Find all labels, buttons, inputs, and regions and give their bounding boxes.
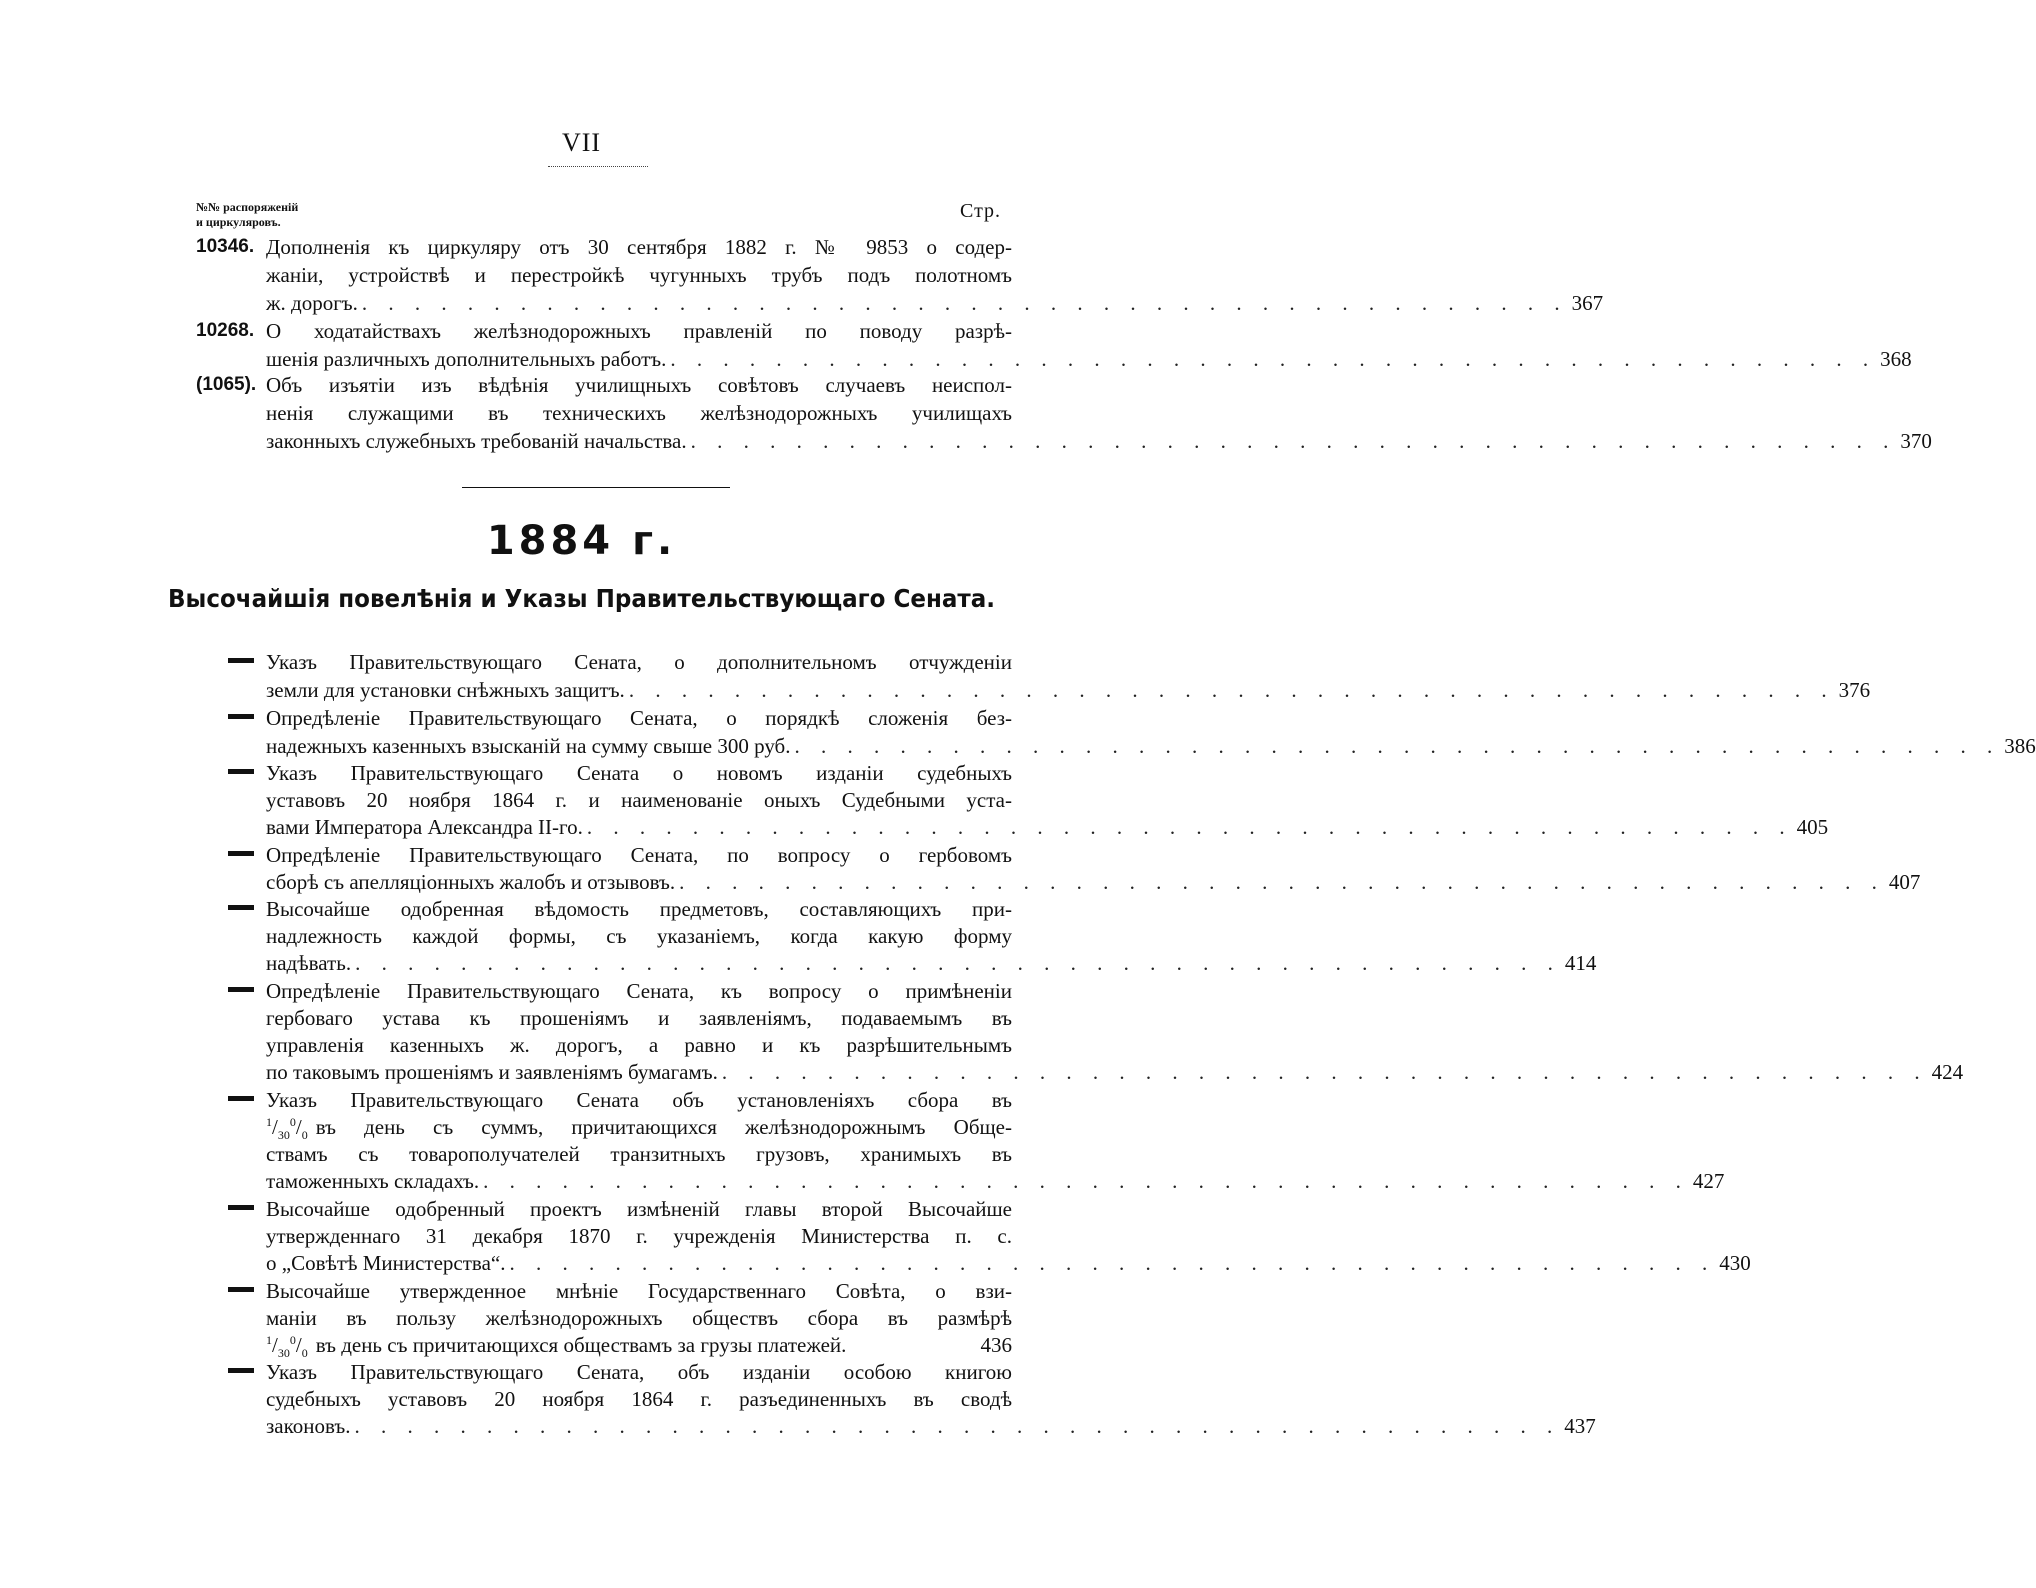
entry-line: Опредѣленіе Правительствующаго Сената, по вопросу о гербовомъ (266, 843, 1012, 867)
percent-slash: / (295, 1333, 302, 1357)
percent-degree: 0 (289, 1333, 296, 1347)
page-ref: 370 (1900, 429, 1932, 453)
entry-line: законныхъ служебныхъ требованій начальства. (266, 429, 687, 453)
entry-line: въ день съ причитающихся обществамъ за грузы платежей. (315, 1333, 847, 1357)
page-ref: 405 (1796, 815, 1829, 839)
dot-leader: . . . . . . . . . . . . . . . . . . . . . . . . . . . . . . . . . . . . . . . . . . . . . . (721, 1060, 1928, 1084)
dot-leader: . . . . . . . . . . . . . . . . . . . . . . . . . . . . . . . . . . . . . . . . . . . . . . (483, 1169, 1689, 1193)
dot-leader: . . . . . . . . . . . . . . . . . . . . . . . . . . . . . . . . . . . . . . . . . . . . . . (628, 678, 1835, 702)
dot-leader: . . . . . . . . . . . . . . . . . . . . . . . . . . . . . . . . . . . . . . . . . . . . . . (670, 347, 1877, 371)
entry-leader-line (266, 1058, 1964, 1086)
entry-line: въ день съ суммъ, причитающихся желѣзнодорожнымъ Обще- (315, 1115, 1012, 1139)
page-ref: 430 (1719, 1251, 1751, 1275)
section-heading: Высочайшія повелѣнія и Указы Правительствующаго Сената. (168, 584, 995, 613)
entry-line: Опредѣленіе Правительствующаго Сената, къ вопросу о примѣненіи (266, 979, 1012, 1003)
entry-leader-line (266, 732, 2036, 760)
entry-line: Объ изъятіи изъ вѣдѣнія училищныхъ совѣтовъ случаевъ неиспол- (266, 373, 1012, 397)
entry-line: гербоваго устава къ прошеніямъ и заявленіямъ, подаваемымъ въ (266, 1006, 1012, 1030)
entry-leader-line (266, 868, 1921, 896)
em-dash-marker (228, 905, 254, 910)
section-divider (462, 487, 730, 488)
entry-line: Высочайше утвержденное мнѣніе Государственнаго Совѣта, о взи- (266, 1279, 1012, 1303)
entry-line: Указъ Правительствующаго Сената о новомъ изданіи судебныхъ (266, 761, 1012, 785)
entry-line: судебныхъ уставовъ 20 ноября 1864 г. разъединенныхъ въ сводѣ (266, 1387, 1012, 1411)
entry-line: утвержденнаго 31 декабря 1870 г. учрежденія Министерства п. с. (266, 1224, 1012, 1248)
entry-line: ж. дорогъ. (266, 291, 358, 315)
em-dash-marker (228, 658, 254, 663)
dot-leader: . . . . . . . . . . . . . . . . . . . . . . . . . . . . . . . . . . . . . . . . . . . . . . (355, 951, 1561, 975)
percent-degree: 0 (289, 1115, 296, 1129)
page-ref: 414 (1564, 951, 1597, 975)
fraction-numerator: 1 (266, 1115, 272, 1129)
em-dash-marker (228, 1205, 254, 1210)
entry-line: надлежность каждой формы, съ указаніемъ, когда какую форму (266, 924, 1012, 948)
entry-line: управленія казенныхъ ж. дорогъ, а равно и къ разрѣшительнымъ (266, 1033, 1012, 1057)
percent-slash: / (295, 1115, 302, 1139)
dot-leader: . . . . . . . . . . . . . . . . . . . . . . . . . . . . . . . . . . . . . . . . . . . . . . (679, 870, 1885, 894)
entry-line: ствамъ съ товарополучателей транзитныхъ грузовъ, хранимыхъ въ (266, 1142, 1012, 1166)
em-dash-marker (228, 987, 254, 992)
fraction-one-thirtieth-percent (266, 1331, 308, 1359)
entry-line: законовъ. (266, 1414, 351, 1438)
entry-line: Высочайше одобренный проектъ измѣненій главы второй Высочайше (266, 1197, 1012, 1221)
entry-leader-line (266, 1249, 1751, 1277)
column-header-right: Стр. (960, 200, 1002, 222)
page-ref: 427 (1692, 1169, 1725, 1193)
entry-line: ненія служащими въ техническихъ желѣзнодорожныхъ училищахъ (266, 401, 1012, 425)
fraction-denominator: 30 (277, 1128, 290, 1143)
page-number: VII (561, 128, 602, 157)
entry-line: шенія различныхъ дополнительныхъ работъ. (266, 347, 667, 371)
em-dash-marker (228, 1368, 254, 1373)
entry-line: Высочайше одобренная вѣдомость предметовъ, составляющихъ при- (266, 897, 1012, 921)
entry-leader-line (266, 949, 1597, 977)
entry-line: сборѣ съ апелляціонныхъ жалобъ и отзывовъ. (266, 870, 676, 894)
entry-line-with-fraction (266, 1113, 1012, 1141)
em-dash-marker (228, 851, 254, 856)
entry-line: Дополненія къ циркуляру отъ 30 сентября 1882 г. № 9853 о содер- (266, 235, 1012, 259)
dot-leader: . . . . . . . . . . . . . . . . . . . . . . . . . . . . . . . . . . . . . . . . . . . . . . (509, 1251, 1716, 1275)
entry-line: по таковымъ прошеніямъ и заявленіямъ бумагамъ. (266, 1060, 718, 1084)
entry-line: О ходатайствахъ желѣзнодорожныхъ правленій по поводу разрѣ- (266, 319, 1012, 343)
entry-line: жаніи, устройствѣ и перестройкѣ чугунныхъ трубъ подъ полотномъ (266, 263, 1012, 287)
dot-leader: . . . . . . . . . . . . . . . . . . . . . . . . . . . . . . . . . . . . . . . . . . . . . . (354, 1414, 1561, 1438)
em-dash-marker (228, 714, 254, 719)
page-number-rule (548, 166, 648, 167)
page-ref: 367 (1571, 291, 1604, 315)
entry-line: вами Императора Александра II-го. (266, 815, 583, 839)
dot-leader: . . . . . . . . . . . . . . . . . . . . . . . . . . . . . . . . . . . . . . . . . . . . . . (361, 291, 1568, 315)
percent-bottom: 0 (301, 1346, 308, 1361)
entry-number: 10346. (196, 236, 255, 257)
entry-line: таможенныхъ складахъ. (266, 1169, 480, 1193)
entry-leader-line (266, 813, 1829, 841)
dot-leader: . . . . . . . . . . . . . . . . . . . . . . . . . . . . . . . . . . . . . . . . . . . . . . (586, 815, 1793, 839)
entry-line: Опредѣленіе Правительствующаго Сената, о порядкѣ сложенія без- (266, 706, 1012, 730)
entry-leader-line-with-fraction (266, 1331, 1012, 1359)
page-ref: 436 (980, 1333, 1012, 1357)
entry-leader-line (266, 1167, 1725, 1195)
em-dash-marker (228, 1096, 254, 1101)
entry-leader-line (266, 289, 1604, 317)
entry-line: надежныхъ казенныхъ взысканій на сумму свыше 300 руб. (266, 734, 791, 758)
entry-line: маніи въ пользу желѣзнодорожныхъ обществъ сбора въ размѣрѣ (266, 1306, 1012, 1330)
percent-bottom: 0 (301, 1128, 308, 1143)
entry-line: о „Совѣтѣ Министерства“. (266, 1251, 506, 1275)
year-heading: 1884 г. (486, 518, 677, 564)
em-dash-marker (228, 1287, 254, 1292)
page-ref: 437 (1564, 1414, 1596, 1438)
entry-line: Указъ Правительствующаго Сената, объ изданіи особою книгою (266, 1360, 1012, 1384)
page-ref: 368 (1880, 347, 1912, 371)
column-header-left: №№ распоряженій и циркуляровъ. (196, 200, 299, 229)
dot-leader: . . . . . . . . . . . . . . . . . . . . . . . . . . . . . . . . . . . . . . . . . . . . . . (794, 734, 2001, 758)
entry-line: Указъ Правительствующаго Сената объ установленіяхъ сбора въ (266, 1088, 1012, 1112)
page-ref: 407 (1888, 870, 1921, 894)
entry-leader-line (266, 676, 1871, 704)
fraction-numerator: 1 (266, 1333, 272, 1347)
entry-line: уставовъ 20 ноября 1864 г. и наименованіе оныхъ Судебными уста- (266, 788, 1012, 812)
entry-leader-line (266, 427, 1932, 455)
entry-number: (1065). (196, 374, 257, 395)
em-dash-marker (228, 769, 254, 774)
page-ref: 376 (1838, 678, 1871, 702)
entry-leader-line (266, 1412, 1596, 1440)
fraction-one-thirtieth-percent (266, 1113, 308, 1141)
entry-line: земли для установки снѣжныхъ защитъ. (266, 678, 625, 702)
fraction-slash: / (272, 1333, 278, 1357)
entry-number: 10268. (196, 320, 255, 341)
fraction-denominator: 30 (277, 1346, 290, 1361)
page-ref: 424 (1931, 1060, 1964, 1084)
entry-line: надѣвать. (266, 951, 352, 975)
entry-leader-line (266, 345, 1912, 373)
page-ref: 386 (2004, 734, 2036, 758)
entry-line: Указъ Правительствующаго Сената, о дополнительномъ отчужденіи (266, 650, 1012, 674)
fraction-slash: / (272, 1115, 278, 1139)
dot-leader: . . . . . . . . . . . . . . . . . . . . . . . . . . . . . . . . . . . . . . . . . . . . . . (690, 429, 1897, 453)
